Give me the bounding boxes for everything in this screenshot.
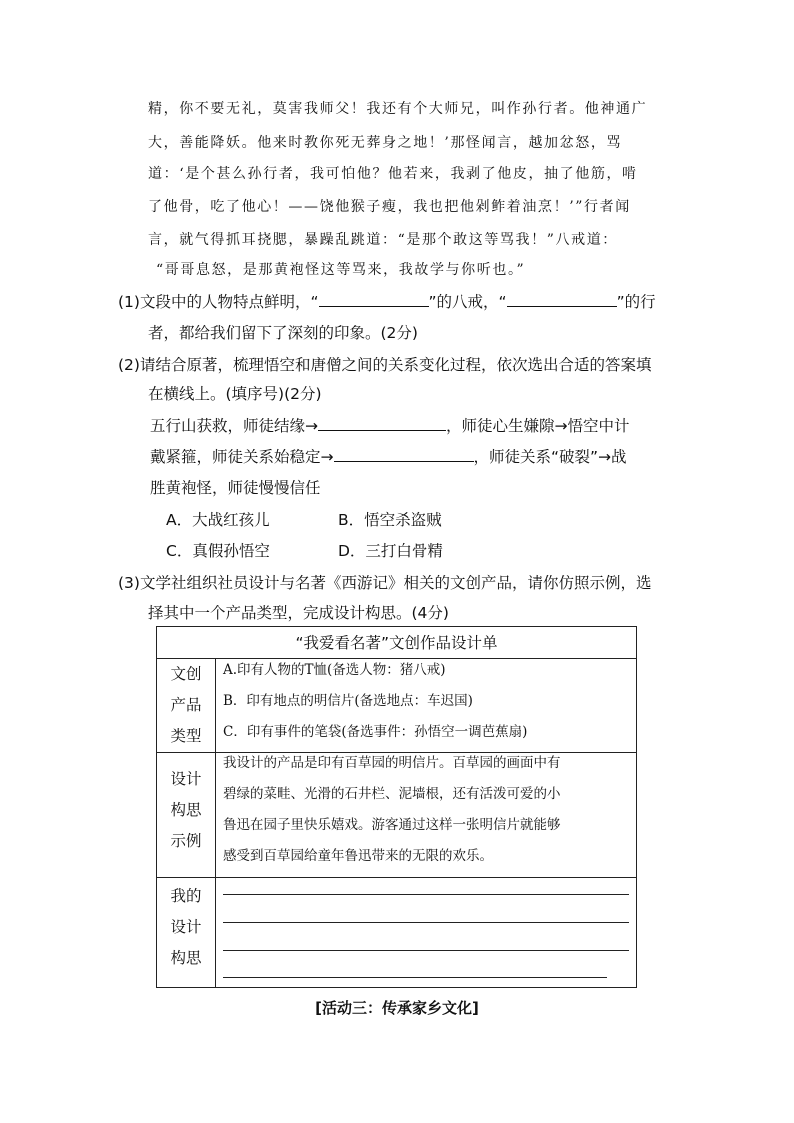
- row-label-my-design: 我的 设计 构思: [170, 887, 202, 967]
- passage-line: 言，就气得抓耳挠腮，暴躁乱跳道：“是那个敢这等骂我！”八戒道：: [148, 232, 618, 248]
- question-2-line: (2)请结合原著，梳理悟空和唐僧之间的关系变化过程，依次选出合适的答案填: [118, 356, 652, 374]
- chain-text: ，师徒心生嫌隙→悟空中计: [446, 417, 630, 435]
- option-c: C．真假孙悟空: [166, 542, 270, 560]
- chain-text: ，师徒关系“破裂”→战: [473, 448, 627, 466]
- row-label-example: 设计 构思 示例: [170, 770, 202, 850]
- chain-line: [150, 447, 627, 467]
- answer-blank[interactable]: [318, 416, 446, 431]
- product-option: B．印有地点的明信片(备选地点：车迟国): [223, 693, 473, 709]
- answer-blank[interactable]: [507, 292, 617, 307]
- table-title: “我爱看名著”文创作品设计单: [295, 634, 498, 652]
- table-divider: [157, 877, 636, 878]
- answer-blank[interactable]: [334, 447, 474, 462]
- table-column-divider: [215, 659, 216, 987]
- answer-line[interactable]: [223, 894, 629, 895]
- answer-line[interactable]: [223, 922, 629, 923]
- product-option: A.印有人物的T恤(备选人物：猪八戒): [223, 662, 446, 678]
- option-a: A．大战红孩儿: [166, 511, 270, 529]
- answer-line[interactable]: [223, 977, 607, 978]
- question-1-line: [118, 292, 656, 312]
- option-d: D．三打白骨精: [338, 542, 443, 560]
- chain-line: 胜黄袍怪，师徒慢慢信任: [150, 479, 321, 497]
- example-line: 我设计的产品是印有百草园的明信片。百草园的画面中有: [223, 755, 561, 771]
- chain-text: 戴紧箍，师徒关系始稳定→: [150, 448, 334, 466]
- passage-line: 道：‘是个甚么孙行者，我可怕他？他若来，我剥了他皮，抽了他筋，啃: [148, 166, 638, 182]
- q1-prefix: (1)文段中的人物特点鲜明，“: [118, 293, 319, 311]
- row-label-product-type: 文创 产品 类型: [170, 665, 202, 745]
- q1-suffix: ”的行: [616, 293, 656, 311]
- chain-text: 五行山获救，师徒结缘→: [150, 417, 318, 435]
- example-line: 感受到百草园给童年鲁迅带来的无限的欢乐。: [223, 848, 493, 864]
- question-3-line: (3)文学社组织社员设计与名著《西游记》相关的文创产品，请你仿照示例，选: [118, 574, 652, 592]
- example-line: 碧绿的菜畦、光滑的石井栏、泥墙根，还有活泼可爱的小: [223, 786, 561, 802]
- chain-line: [150, 416, 630, 436]
- design-table: [156, 626, 637, 988]
- answer-line[interactable]: [223, 950, 629, 951]
- question-2-line-2: 在横线上。(填序号)(2分): [148, 385, 322, 403]
- q1-mid: ”的八戒，“: [428, 293, 507, 311]
- activity-heading: [活动三：传承家乡文化]: [315, 999, 479, 1017]
- passage-line: “哥哥息怒，是那黄袍怪这等骂来，我故学与你听也。”: [156, 262, 526, 278]
- passage-line: 了他骨，吃了他心！——饶他猴子瘦，我也把他剁鲊着油烹！’”行者闻: [148, 199, 631, 215]
- product-type-options: [223, 655, 527, 748]
- example-text: [223, 748, 561, 872]
- passage-line: 大，善能降妖。他来时教你死无葬身之地！’那怪闻言，越加忿怒，骂: [148, 135, 623, 151]
- answer-blank[interactable]: [319, 292, 429, 307]
- passage-line: 精，你不要无礼，莫害我师父！我还有个大师兄，叫作孙行者。他神通广: [148, 101, 648, 117]
- option-b: B．悟空杀盗贼: [338, 511, 442, 529]
- product-option: C．印有事件的笔袋(备选事件：孙悟空一调芭蕉扇): [223, 724, 528, 740]
- question-1-line-2: 者，都给我们留下了深刻的印象。(2分): [148, 324, 418, 342]
- example-line: 鲁迅在园子里快乐嬉戏。游客通过这样一张明信片就能够: [223, 817, 561, 833]
- question-3-line-2: 择其中一个产品类型，完成设计构思。(4分): [148, 604, 449, 622]
